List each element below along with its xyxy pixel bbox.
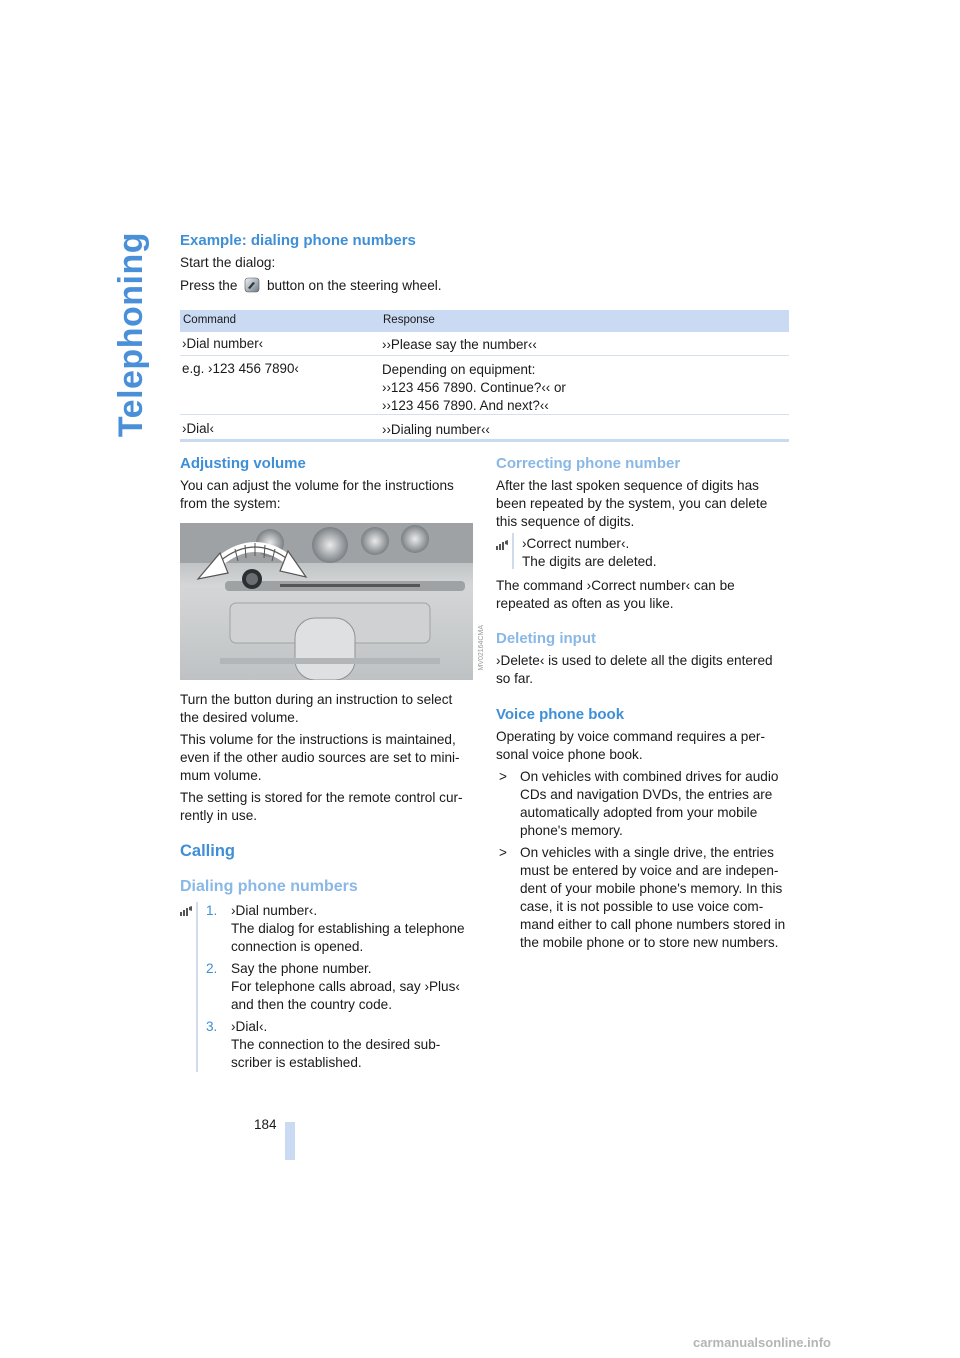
table-row	[180, 332, 789, 356]
text-line: ›Dial‹.	[231, 1019, 268, 1034]
text-line: sonal voice phone book.	[496, 747, 643, 762]
press-button-text	[180, 277, 442, 298]
adjusting-p3	[180, 789, 463, 825]
text-line: Operating by voice command requires a per-	[496, 729, 765, 744]
text-line: This volume for the instructions is maintained,	[180, 732, 456, 747]
text-line: The setting is stored for the remote control cur-	[180, 790, 463, 805]
response-cell: ››Dialing number‹‹	[382, 422, 490, 437]
text-line: On vehicles with a single drive, the entries	[520, 845, 774, 860]
text-line: the desired volume.	[180, 710, 299, 725]
text-line: The dialog for establishing a telephone	[231, 921, 465, 936]
bullet-marker: >	[499, 769, 507, 784]
step-number: 1.	[206, 903, 218, 918]
text-line: so far.	[496, 671, 534, 686]
text-line: repeated as often as you like.	[496, 596, 674, 611]
command-cell: ›Dial‹	[182, 421, 214, 436]
calling-heading: Calling	[180, 842, 236, 860]
voice-correct-bar	[512, 533, 514, 569]
calling-step	[206, 1018, 440, 1072]
text-line: On vehicles with combined drives for audio	[520, 769, 779, 784]
text-line: connection is opened.	[231, 939, 364, 954]
text-line: rently in use.	[180, 808, 258, 823]
text-line: must be entered by voice and are indepen-	[520, 863, 779, 878]
correcting-note	[496, 577, 735, 613]
text-line: CDs and navigation DVDs, the entries are	[520, 787, 773, 802]
voice-command-icon	[179, 904, 193, 922]
correct-voice-command	[522, 535, 657, 571]
correcting-heading: Correcting phone number	[496, 455, 681, 472]
start-dialog-text: Start the dialog:	[180, 255, 276, 270]
table-header	[180, 310, 789, 332]
text-line: mand either to call phone numbers stored in	[520, 917, 786, 932]
table-row	[180, 415, 789, 439]
col-command-header: Command	[183, 314, 237, 326]
press-after: button on the steering wheel.	[266, 278, 442, 293]
table-row	[180, 356, 789, 415]
text-line: ›Delete‹ is used to delete all the digits entered	[496, 653, 773, 668]
photo-code: MV02164CMA	[478, 625, 485, 671]
text-line: this sequence of digits.	[496, 514, 635, 529]
correcting-intro	[496, 477, 767, 531]
deleting-heading: Deleting input	[496, 630, 596, 647]
voicebook-bullet	[499, 768, 778, 840]
voicebook-intro	[496, 728, 765, 764]
page-number: 184	[254, 1117, 277, 1132]
voicebook-heading: Voice phone book	[496, 706, 625, 723]
response-line: ››123 456 7890. Continue?‹‹ or	[382, 380, 566, 395]
adjusting-p2	[180, 731, 460, 785]
text-line: ›Correct number‹.	[522, 536, 630, 551]
text-line: Say the phone number.	[231, 961, 372, 976]
text-line: case, it is not possible to use voice com-	[520, 899, 764, 914]
voicebook-bullet	[499, 844, 785, 952]
steering-wheel-talk-icon	[244, 277, 260, 298]
col-response-header: Response	[383, 314, 435, 326]
text-line: phone's memory.	[520, 823, 623, 838]
text-line: Turn the button during an instruction to select	[180, 692, 453, 707]
text-line: You can adjust the volume for the instructions	[180, 478, 454, 493]
command-cell: e.g. ›123 456 7890‹	[182, 361, 299, 376]
text-line: After the last spoken sequence of digits has	[496, 478, 759, 493]
command-cell: ›Dial number‹	[182, 336, 264, 351]
text-line: and then the country code.	[231, 997, 392, 1012]
deleting-text	[496, 652, 773, 688]
section-side-title: Telephoning	[112, 232, 150, 438]
calling-step	[206, 902, 465, 956]
text-line: automatically adopted from your mobile	[520, 805, 758, 820]
text-line: the mobile phone or to store new numbers.	[520, 935, 779, 950]
step-number: 2.	[206, 961, 218, 976]
footer-watermark[interactable]: carmanualsonline.info	[693, 1335, 831, 1350]
text-line: For telephone calls abroad, say ›Plus‹	[231, 979, 460, 994]
text-line: dent of your mobile phone's memory. In this	[520, 881, 783, 896]
press-before: Press the	[180, 278, 238, 293]
example-heading: Example: dialing phone numbers	[180, 232, 416, 249]
voice-command-icon	[495, 538, 509, 556]
text-line: even if the other audio sources are set to mini-	[180, 750, 460, 765]
voice-steps-bar	[196, 902, 198, 1072]
response-cell	[382, 361, 566, 415]
text-line: The connection to the desired sub-	[231, 1037, 441, 1052]
text-line: been repeated by the system, you can delete	[496, 496, 768, 511]
adjusting-volume-heading: Adjusting volume	[180, 455, 306, 472]
adjusting-p1	[180, 691, 452, 727]
text-line: mum volume.	[180, 768, 262, 783]
response-cell: ››Please say the number‹‹	[382, 337, 537, 352]
bullet-marker: >	[499, 845, 507, 860]
command-response-table	[180, 310, 789, 442]
response-line: Depending on equipment:	[382, 362, 536, 377]
step-number: 3.	[206, 1019, 218, 1034]
text-line: The digits are deleted.	[522, 554, 657, 569]
text-line: ›Dial number‹.	[231, 903, 318, 918]
text-line: The command ›Correct number‹ can be	[496, 578, 735, 593]
dialing-subheading: Dialing phone numbers	[180, 878, 358, 895]
adjusting-intro	[180, 477, 454, 513]
calling-step	[206, 960, 460, 1014]
text-line: from the system:	[180, 496, 281, 511]
table-bottom-rule	[180, 439, 789, 442]
page-number-bar	[285, 1122, 295, 1160]
text-line: scriber is established.	[231, 1055, 362, 1070]
response-line: ››123 456 7890. And next?‹‹	[382, 398, 549, 413]
console-photo	[180, 523, 473, 680]
